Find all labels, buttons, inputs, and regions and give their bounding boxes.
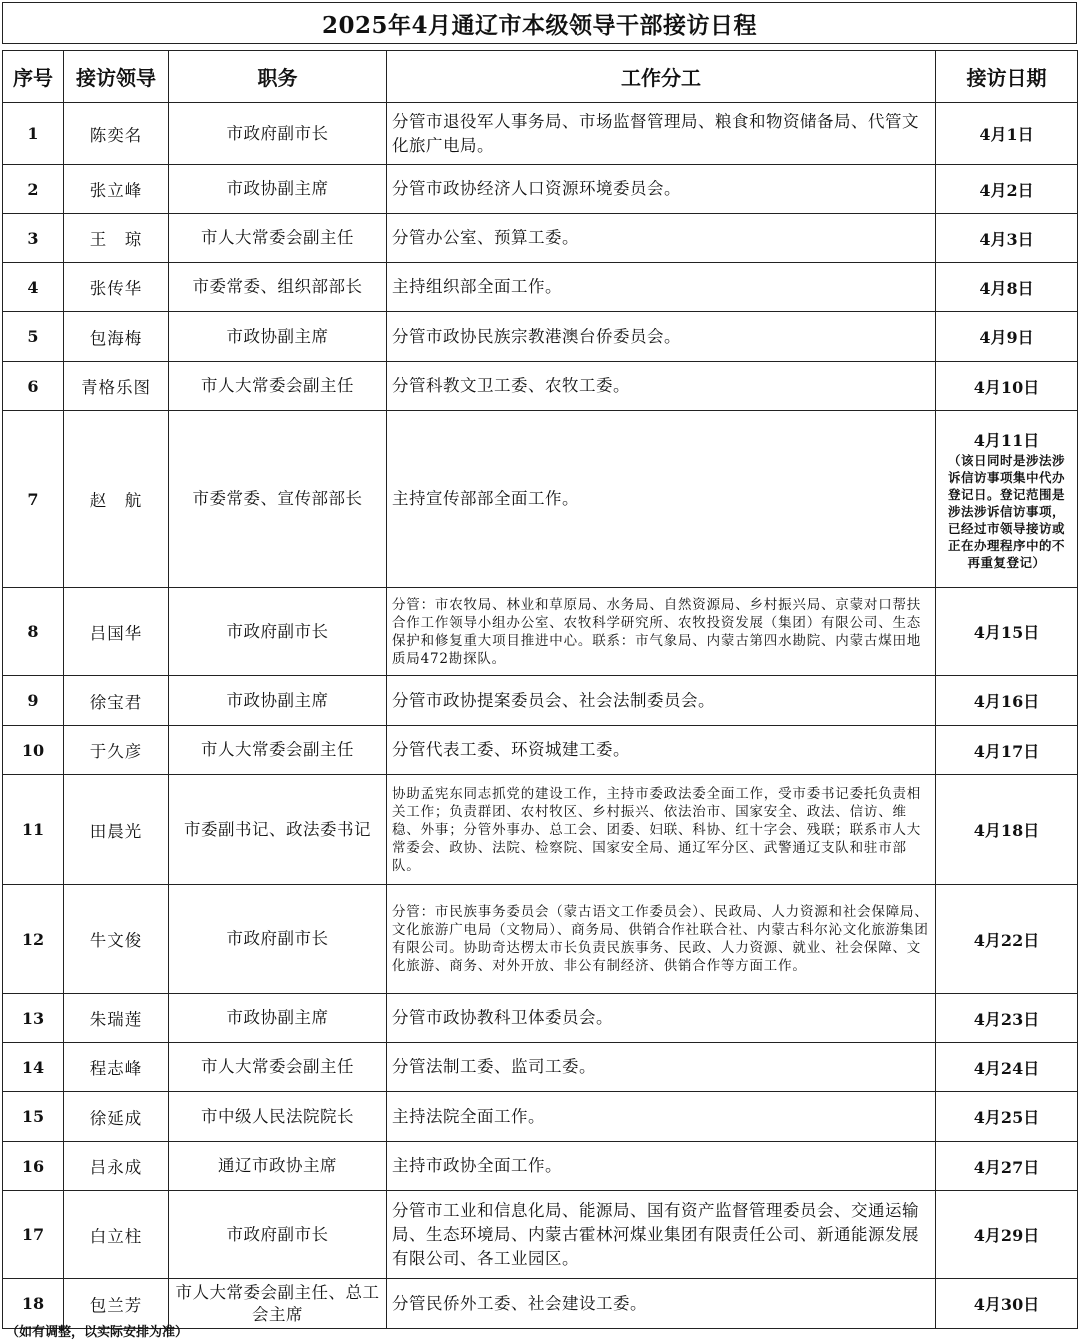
work-duties: 分管市退役军人事务局、市场监督管理局、粮食和物资储备局、代管文化旅广电局。 xyxy=(387,103,936,165)
leader-name: 吕永成 xyxy=(64,1142,169,1191)
work-duties: 分管市政协教科卫体委员会。 xyxy=(387,994,936,1043)
header-position: 职务 xyxy=(169,51,387,103)
leader-name: 徐延成 xyxy=(64,1092,169,1142)
reception-date-value: 4月10日 xyxy=(973,377,1040,397)
leader-position: 市政府副市长 xyxy=(169,1191,387,1279)
table-row xyxy=(3,1191,1078,1279)
reception-date xyxy=(936,885,1078,994)
work-duties: 分管代表工委、环资城建工委。 xyxy=(387,726,936,775)
table-header-row xyxy=(3,51,1078,103)
work-duties: 主持组织部全面工作。 xyxy=(387,263,936,312)
reception-date xyxy=(936,1191,1078,1279)
table-row xyxy=(3,214,1078,263)
reception-date-value: 4月29日 xyxy=(973,1226,1040,1245)
row-number: 4 xyxy=(3,263,64,312)
work-duties: 协助孟宪东同志抓党的建设工作，主持市委政法委全面工作，受市委书记委托负责相关工作；负责群团、农村牧区、乡村振兴、依法治市、国家安全、政法、信访、维稳、外事；分管外事办、总工会、团委、妇联、科协、红十字会、残联；联系市人大常委会、政协、法院、检察院、国家安全局、通辽军分区、武警通辽支队和驻市部队。 xyxy=(387,775,936,885)
leader-position: 市人大常委会副主任 xyxy=(169,1043,387,1092)
work-duties: 分管科教文卫工委、农牧工委。 xyxy=(387,362,936,411)
table-row xyxy=(3,312,1078,362)
table-row xyxy=(3,885,1078,994)
reception-date-value: 4月16日 xyxy=(973,692,1040,711)
table-row xyxy=(3,103,1078,165)
table-row xyxy=(3,994,1078,1043)
row-number: 3 xyxy=(3,214,64,263)
row-number: 10 xyxy=(3,726,64,775)
row-number: 15 xyxy=(3,1092,64,1142)
work-duties: 主持市政协全面工作。 xyxy=(387,1142,936,1191)
reception-date-value: 4月24日 xyxy=(973,1058,1040,1078)
reception-date xyxy=(936,165,1078,214)
reception-date xyxy=(936,263,1078,312)
row-number: 16 xyxy=(3,1142,64,1191)
row-number: 14 xyxy=(3,1043,64,1092)
leader-name: 张立峰 xyxy=(64,165,169,214)
work-duties: 分管市政协经济人口资源环境委员会。 xyxy=(387,165,936,214)
reception-date-value: 4月23日 xyxy=(973,1009,1040,1029)
work-duties: 主持宣传部部全面工作。 xyxy=(387,411,936,588)
page-title: 2025年4月通辽市本级领导干部接访日程 xyxy=(2,2,1077,44)
leader-position: 市人大常委会副主任 xyxy=(169,214,387,263)
reception-date-value: 4月27日 xyxy=(973,1157,1040,1177)
reception-date-value: 4月3日 xyxy=(979,229,1034,249)
work-duties: 分管：市民族事务委员会（蒙古语文工作委员会）、民政局、人力资源和社会保障局、文化旅游广电局（文物局）、商务局、供销合作社联合社、内蒙古科尔沁文化旅游集团有限公司。协助奇达楞太市长负责民族事务、民政、人力资源、就业、社会保障、文化旅游、商务、对外开放、非公有制经济、供销合作等方面工作。 xyxy=(387,885,936,994)
reception-date xyxy=(936,1279,1078,1329)
leader-name: 田晨光 xyxy=(64,775,169,885)
table-row xyxy=(3,726,1078,775)
row-number: 5 xyxy=(3,312,64,362)
reception-date xyxy=(936,1043,1078,1092)
row-number: 2 xyxy=(3,165,64,214)
work-duties: 分管民侨外工委、社会建设工委。 xyxy=(387,1279,936,1329)
row-number: 8 xyxy=(3,588,64,676)
row-number: 1 xyxy=(3,103,64,165)
leader-name: 张传华 xyxy=(64,263,169,312)
table-row xyxy=(3,362,1078,411)
reception-date-value: 4月18日 xyxy=(973,821,1040,840)
reception-date-value: 4月2日 xyxy=(979,180,1034,200)
leader-position: 市人大常委会副主任 xyxy=(169,362,387,411)
row-number: 12 xyxy=(3,885,64,994)
work-duties: 分管法制工委、监司工委。 xyxy=(387,1043,936,1092)
leader-position: 通辽市政协主席 xyxy=(169,1142,387,1191)
reception-date xyxy=(936,411,1078,588)
reception-date-value: 4月15日 xyxy=(973,623,1040,642)
table-row xyxy=(3,1142,1078,1191)
leader-name: 于久彦 xyxy=(64,726,169,775)
table-row xyxy=(3,263,1078,312)
leader-name: 牛文俊 xyxy=(64,885,169,994)
header-duties: 工作分工 xyxy=(387,51,936,103)
leader-position: 市委副书记、政法委书记 xyxy=(169,775,387,885)
table-row xyxy=(3,775,1078,885)
row-number: 18 xyxy=(3,1279,64,1329)
leader-position: 市政协副主席 xyxy=(169,994,387,1043)
header-date: 接访日期 xyxy=(936,51,1078,103)
table-row xyxy=(3,165,1078,214)
leader-position: 市政府副市长 xyxy=(169,588,387,676)
reception-date-note: （该日同时是涉法涉诉信访事项集中代办登记日。登记范围是涉法涉诉信访事项，已经过市领导接访或正在办理程序中的不再重复登记） xyxy=(947,452,1065,570)
footer-note: （如有调整，以实际安排为准） xyxy=(6,1325,189,1340)
reception-date xyxy=(936,312,1078,362)
table-row xyxy=(3,411,1078,588)
reception-date-value: 4月30日 xyxy=(973,1295,1040,1314)
leader-position: 市人大常委会副主任、总工会主席 xyxy=(169,1279,387,1329)
leader-name: 青格乐图 xyxy=(64,362,169,411)
leader-position: 市人大常委会副主任 xyxy=(169,726,387,775)
work-duties: 分管：市农牧局、林业和草原局、水务局、自然资源局、乡村振兴局、京蒙对口帮扶合作工作领导小组办公室、农牧科学研究所、农牧投资发展（集团）有限公司、生态保护和修复重大项目推进中心。联系：市气象局、内蒙古第四水勘院、内蒙古煤田地质局472勘探队。 xyxy=(387,588,936,676)
reception-date xyxy=(936,775,1078,885)
leader-name: 白立柱 xyxy=(64,1191,169,1279)
reception-date xyxy=(936,726,1078,775)
header-no: 序号 xyxy=(3,51,64,103)
reception-date-value: 4月1日 xyxy=(979,125,1034,144)
reception-date xyxy=(936,1142,1078,1191)
leader-name: 王 琼 xyxy=(64,214,169,263)
table-row xyxy=(3,1043,1078,1092)
leader-position: 市政协副主席 xyxy=(169,676,387,726)
leader-name: 包海梅 xyxy=(64,312,169,362)
schedule-table xyxy=(2,50,1078,1329)
leader-position: 市政府副市长 xyxy=(169,885,387,994)
reception-date-value: 4月25日 xyxy=(973,1108,1040,1127)
reception-date-value: 4月8日 xyxy=(979,278,1034,298)
reception-date xyxy=(936,588,1078,676)
reception-date-value: 4月9日 xyxy=(979,328,1034,347)
leader-name: 朱瑞莲 xyxy=(64,994,169,1043)
work-duties: 主持法院全面工作。 xyxy=(387,1092,936,1142)
table-row xyxy=(3,1092,1078,1142)
work-duties: 分管办公室、预算工委。 xyxy=(387,214,936,263)
row-number: 6 xyxy=(3,362,64,411)
row-number: 9 xyxy=(3,676,64,726)
reception-date-value: 4月17日 xyxy=(973,741,1040,761)
leader-position: 市政协副主席 xyxy=(169,312,387,362)
reception-date xyxy=(936,676,1078,726)
work-duties: 分管市政协民族宗教港澳台侨委员会。 xyxy=(387,312,936,362)
reception-date xyxy=(936,362,1078,411)
leader-name: 徐宝君 xyxy=(64,676,169,726)
leader-position: 市中级人民法院院长 xyxy=(169,1092,387,1142)
row-number: 13 xyxy=(3,994,64,1043)
leader-position: 市委常委、宣传部部长 xyxy=(169,411,387,588)
table-row xyxy=(3,588,1078,676)
row-number: 11 xyxy=(3,775,64,885)
leader-name: 陈奕名 xyxy=(64,103,169,165)
row-number: 7 xyxy=(3,411,64,588)
leader-name: 吕国华 xyxy=(64,588,169,676)
reception-date-value: 4月22日 xyxy=(973,930,1040,950)
table-row xyxy=(3,676,1078,726)
row-number: 17 xyxy=(3,1191,64,1279)
leader-name: 包兰芳 xyxy=(64,1279,169,1329)
work-duties: 分管市工业和信息化局、能源局、国有资产监督管理委员会、交通运输局、生态环境局、内蒙古霍林河煤业集团有限责任公司、新通能源发展有限公司、各工业园区。 xyxy=(387,1191,936,1279)
leader-position: 市委常委、组织部部长 xyxy=(169,263,387,312)
leader-name: 程志峰 xyxy=(64,1043,169,1092)
leader-position: 市政协副主席 xyxy=(169,165,387,214)
leader-position: 市政府副市长 xyxy=(169,103,387,165)
reception-date xyxy=(936,214,1078,263)
leader-name: 赵 航 xyxy=(64,411,169,588)
reception-date xyxy=(936,1092,1078,1142)
header-leader: 接访领导 xyxy=(64,51,169,103)
reception-date-value: 4月11日 xyxy=(973,430,1040,450)
reception-date xyxy=(936,994,1078,1043)
work-duties: 分管市政协提案委员会、社会法制委员会。 xyxy=(387,676,936,726)
reception-date xyxy=(936,103,1078,165)
